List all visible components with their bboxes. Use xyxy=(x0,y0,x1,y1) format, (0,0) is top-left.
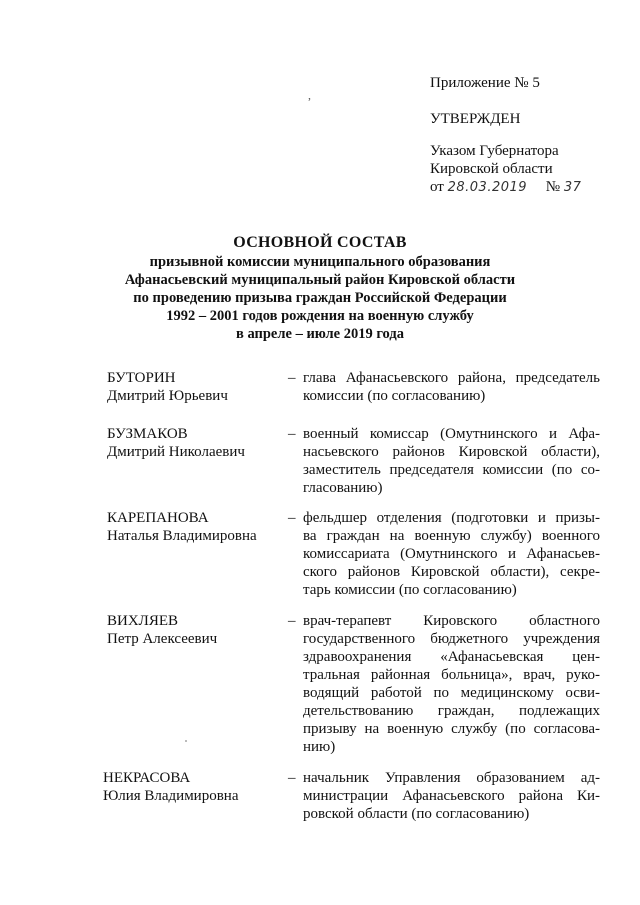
role-line: водящий работой по медицинскому осви- xyxy=(303,685,600,701)
title-line: Афанасьевский муниципальный район Кировской области xyxy=(124,272,516,288)
dash: – xyxy=(288,370,296,386)
member-given-name: Дмитрий Юрьевич xyxy=(107,388,228,404)
title-line: по проведению призыва граждан Российской Федерации xyxy=(133,290,507,306)
decree-line-1: Указом Губернатора xyxy=(430,143,559,159)
member-given-name: Юлия Владимировна xyxy=(103,788,239,804)
member-name xyxy=(107,612,287,648)
document-title xyxy=(60,233,580,343)
role-line: министрации Афанасьевского района Ки- xyxy=(303,788,600,804)
member-name xyxy=(107,509,287,545)
role-line: здравоохранения «Афанасьевская цен- xyxy=(303,649,600,665)
approval-block xyxy=(430,74,630,197)
role-line: комиссии (по согласованию) xyxy=(303,388,486,404)
member-name xyxy=(103,769,283,805)
date-prefix: от xyxy=(430,179,444,195)
decree-date-line xyxy=(430,178,630,197)
scan-speck xyxy=(185,740,187,742)
dash: – xyxy=(288,613,296,629)
dash: – xyxy=(288,426,296,442)
member-role xyxy=(303,509,600,599)
role-line: государственного бюджетного учреждения xyxy=(303,631,600,647)
member-role xyxy=(303,425,600,497)
role-line: насьевского районов Кировской области), xyxy=(303,444,600,460)
role-line: нию) xyxy=(303,739,336,755)
role-line: комиссариата (Омутнинского и Афанасьев- xyxy=(303,546,600,562)
title-line: призывной комиссии муниципального образования xyxy=(149,254,491,270)
member-role xyxy=(303,369,600,405)
role-line: военный комиссар (Омутнинского и Афа- xyxy=(303,426,600,442)
member-name xyxy=(107,369,287,405)
decree-line-2: Кировской области xyxy=(430,161,553,177)
dash: – xyxy=(288,510,296,526)
title-line: 1992 – 2001 годов рождения на военную службу xyxy=(166,308,474,324)
member-given-name: Наталья Владимировна xyxy=(107,528,257,544)
role-line: призыву на военную службу (по согласова- xyxy=(303,721,600,737)
dash: – xyxy=(288,770,296,786)
member-surname: БУЗМАКОВ xyxy=(107,426,188,442)
role-line: гласованию) xyxy=(303,480,383,496)
handwritten-number: 37 xyxy=(563,180,582,195)
role-line: глава Афанасьевского района, председатель xyxy=(303,370,600,386)
role-line: тарь комиссии (по согласованию) xyxy=(303,582,517,598)
handwritten-date: 28.03.2019 xyxy=(447,180,528,195)
role-line: фельдшер отделения (подготовки и призы- xyxy=(303,510,600,526)
member-name xyxy=(107,425,287,461)
role-line: врач-терапевт Кировского областного xyxy=(303,613,600,629)
appendix-label: Приложение № 5 xyxy=(430,75,540,91)
title-line: в апреле – июле 2019 года xyxy=(236,326,404,342)
member-surname: ВИХЛЯЕВ xyxy=(107,613,179,629)
role-line: заместитель председателя комиссии (по со- xyxy=(303,462,600,478)
member-given-name: Дмитрий Николаевич xyxy=(107,444,245,460)
member-role xyxy=(303,769,600,823)
role-line: начальник Управления образованием ад- xyxy=(303,770,600,786)
member-given-name: Петр Алексеевич xyxy=(107,631,218,647)
number-prefix: № xyxy=(545,179,561,195)
title-main: ОСНОВНОЙ СОСТАВ xyxy=(233,234,407,251)
role-line: ровской области (по согласованию) xyxy=(303,806,530,822)
role-line: ва граждан на военную службу) военного xyxy=(303,528,600,544)
approved-label: УТВЕРЖДЕН xyxy=(430,111,521,127)
member-surname: КАРЕПАНОВА xyxy=(107,510,209,526)
stray-mark: , xyxy=(308,88,311,102)
member-surname: БУТОРИН xyxy=(107,370,176,386)
role-line: тральная районная больница», врач, руко- xyxy=(303,667,600,683)
role-line: детельствованию граждан, подлежащих xyxy=(303,703,600,719)
member-role xyxy=(303,612,600,756)
member-surname: НЕКРАСОВА xyxy=(103,770,191,786)
role-line: ского районов Кировской области), секре- xyxy=(303,564,600,580)
